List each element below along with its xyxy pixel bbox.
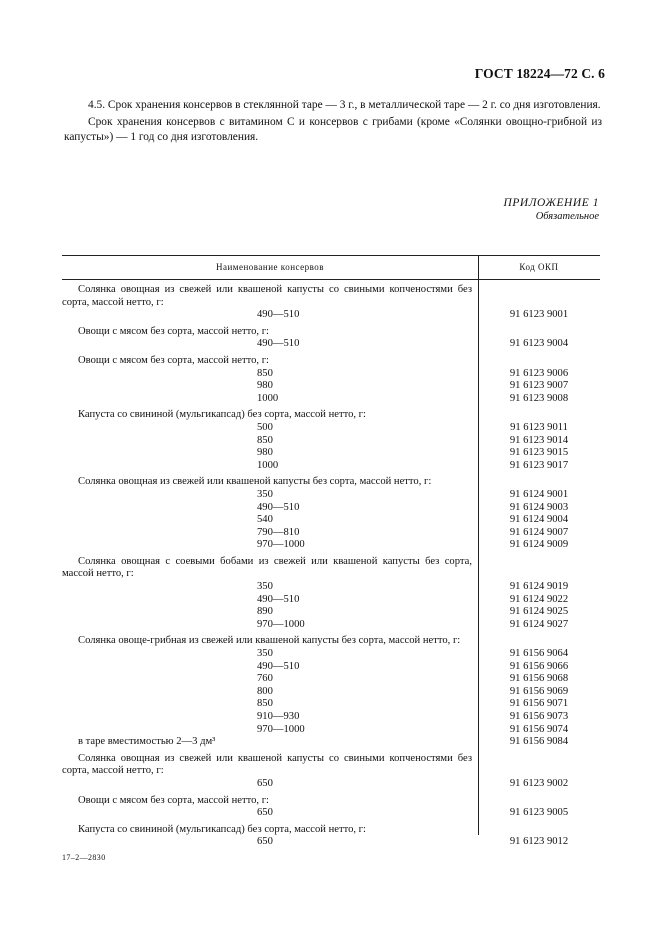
row-mass: 850 <box>257 698 273 710</box>
row-okp-code: 91 6123 9007 <box>509 380 569 392</box>
table-row <box>62 807 600 820</box>
table-row <box>62 581 600 594</box>
table-row <box>62 736 600 749</box>
row-okp-code: 91 6124 9027 <box>509 618 569 630</box>
table-row <box>62 686 600 699</box>
row-okp-code: 91 6156 9071 <box>509 698 569 710</box>
table-row <box>62 836 600 849</box>
row-okp-code: 91 6123 9004 <box>509 338 569 350</box>
row-mass: 650 <box>257 836 273 848</box>
row-mass: 490—510 <box>257 593 300 605</box>
row-mass: 980 <box>257 447 273 459</box>
row-product-name: Овощи с мясом без сорта, массой нетто, г: <box>78 354 269 366</box>
row-okp-code: 91 6124 9007 <box>509 526 569 538</box>
paragraph-storage-term: 4.5. Срок хранения консервов в стеклянной таре — 3 г., в металлической таре — 2 г. со дня изготовления. <box>88 99 601 111</box>
table-row <box>62 619 600 632</box>
row-mass: 490—510 <box>257 309 300 321</box>
table-row <box>62 753 600 778</box>
table-row <box>62 393 600 406</box>
row-mass: 910—930 <box>257 711 300 722</box>
appendix-title: ПРИЛОЖЕНИЕ 1 <box>503 197 599 209</box>
row-product-name: Овощи с мясом без сорта, массой нетто, г: <box>78 794 269 806</box>
row-mass: 850 <box>257 434 273 446</box>
table-header-code: Код ОКП <box>519 262 559 272</box>
row-product-name: Солянка овоще-грибная из свежей или квашеной капусты без сорта, массой нетто, г: <box>78 635 461 647</box>
table-top-rule <box>62 255 600 256</box>
table-row <box>62 648 600 661</box>
table-row <box>62 539 600 552</box>
table-header-rule <box>62 279 600 280</box>
table-row <box>62 460 600 473</box>
table-row <box>62 447 600 460</box>
row-mass: 890 <box>257 606 273 618</box>
table-row <box>62 635 600 648</box>
row-mass: 490—510 <box>257 660 300 672</box>
row-okp-code: 91 6156 9066 <box>509 660 569 672</box>
appendix-subtitle: Обязательное <box>535 211 599 222</box>
table-row <box>62 338 600 351</box>
row-okp-code: 91 6123 9017 <box>509 459 569 471</box>
row-okp-code: 91 6123 9015 <box>509 447 569 459</box>
row-mass: 1000 <box>257 459 279 471</box>
table-row <box>62 326 600 339</box>
table-row <box>62 711 600 724</box>
row-product-name: Капуста со свининой (мульгикапсад) без сорта, массой нетто, г: <box>78 823 366 835</box>
row-mass: 650 <box>257 777 273 789</box>
row-okp-code: 91 6156 9064 <box>509 648 569 660</box>
table-row <box>62 673 600 686</box>
table-row <box>62 502 600 515</box>
row-mass: 790—810 <box>257 526 300 538</box>
row-mass: 760 <box>257 673 273 685</box>
row-mass: 970—1000 <box>257 723 305 735</box>
row-okp-code: 91 6124 9001 <box>509 488 569 500</box>
table-row <box>62 527 600 540</box>
row-mass: 650 <box>257 807 273 819</box>
row-product-name: Солянка овощная из свежей или квашеной капусты со свиными копченостями без сорта, массой нетто, г: <box>62 752 472 777</box>
row-okp-code: 91 6156 9074 <box>509 723 569 735</box>
row-okp-code: 91 6156 9069 <box>509 685 569 697</box>
row-okp-code: 91 6156 9073 <box>509 711 569 722</box>
row-mass: 850 <box>257 367 273 379</box>
row-okp-code: 91 6123 9002 <box>509 777 569 789</box>
table-row <box>62 368 600 381</box>
table-row <box>62 514 600 527</box>
appendix-label <box>504 196 599 224</box>
row-okp-code: 91 6124 9019 <box>509 581 569 593</box>
row-mass: 1000 <box>257 392 279 404</box>
row-product-name: Солянка овощная из свежей или квашеной капусты со свиными копченостями без сорта, массой нетто, г: <box>62 284 472 308</box>
table-row <box>62 284 600 309</box>
table-row <box>62 309 600 322</box>
row-note: в таре вместимостью 2—3 дм³ <box>78 736 216 748</box>
row-okp-code: 91 6123 9006 <box>509 367 569 379</box>
row-okp-code: 91 6123 9008 <box>509 392 569 404</box>
row-mass: 350 <box>257 581 273 593</box>
row-okp-code: 91 6123 9011 <box>510 421 568 433</box>
row-product-name: Капуста со свининой (мульгикапсад) без сорта, массой нетто, г: <box>78 409 366 421</box>
row-okp-code: 91 6123 9001 <box>509 309 569 321</box>
row-okp-code: 91 6124 9022 <box>509 593 569 605</box>
document-header: ГОСТ 18224—72 С. 6 <box>474 66 605 81</box>
row-okp-code: 91 6124 9004 <box>509 514 569 526</box>
row-okp-code: 91 6124 9009 <box>509 539 569 551</box>
row-mass: 350 <box>257 648 273 660</box>
paragraph-vitamin-storage: Срок хранения консервов с витамином С и консервов с грибами (кроме «Солянки овощно-грибной из капусты») — 1 год со дня изготовления. <box>64 116 602 143</box>
table-row <box>62 435 600 448</box>
row-okp-code: 91 6156 9084 <box>509 736 569 748</box>
row-mass: 490—510 <box>257 338 300 350</box>
row-product-name: Солянка овощная из свежей или квашеной капусты без сорта, массой нетто, г: <box>78 476 432 488</box>
row-mass: 540 <box>257 514 273 526</box>
row-okp-code: 91 6123 9014 <box>509 434 569 446</box>
table-row <box>62 661 600 674</box>
table-row <box>62 698 600 711</box>
table-body <box>62 284 600 849</box>
row-product-name: Солянка овощная с соевыми бобами из свежей или квашеной капусты без сорта, массой нетто, г: <box>62 555 472 580</box>
row-okp-code: 91 6124 9025 <box>509 606 569 618</box>
table-row <box>62 476 600 489</box>
table-row <box>62 380 600 393</box>
row-mass: 800 <box>257 685 273 697</box>
table-row <box>62 489 600 502</box>
body-text <box>64 98 602 145</box>
table-row <box>62 594 600 607</box>
table-row <box>62 824 600 837</box>
table-row <box>62 556 600 581</box>
table-row <box>62 355 600 368</box>
row-mass: 980 <box>257 380 273 392</box>
table-row <box>62 724 600 737</box>
table-row <box>62 778 600 791</box>
row-mass: 350 <box>257 488 273 500</box>
row-okp-code: 91 6156 9068 <box>509 673 569 685</box>
row-mass: 970—1000 <box>257 539 305 551</box>
row-mass: 500 <box>257 421 273 433</box>
table-row <box>62 606 600 619</box>
table-header-name: Наименование консервов <box>215 262 325 272</box>
row-okp-code: 91 6123 9005 <box>509 807 569 819</box>
table-row <box>62 409 600 422</box>
row-okp-code: 91 6123 9012 <box>509 836 569 848</box>
row-mass: 490—510 <box>257 501 300 513</box>
row-mass: 970—1000 <box>257 618 305 630</box>
table-row <box>62 422 600 435</box>
table-row <box>62 795 600 808</box>
print-mark: 17–2—2830 <box>62 853 106 862</box>
row-product-name: Овощи с мясом без сорта, массой нетто, г: <box>78 325 269 337</box>
row-okp-code: 91 6124 9003 <box>509 501 569 513</box>
